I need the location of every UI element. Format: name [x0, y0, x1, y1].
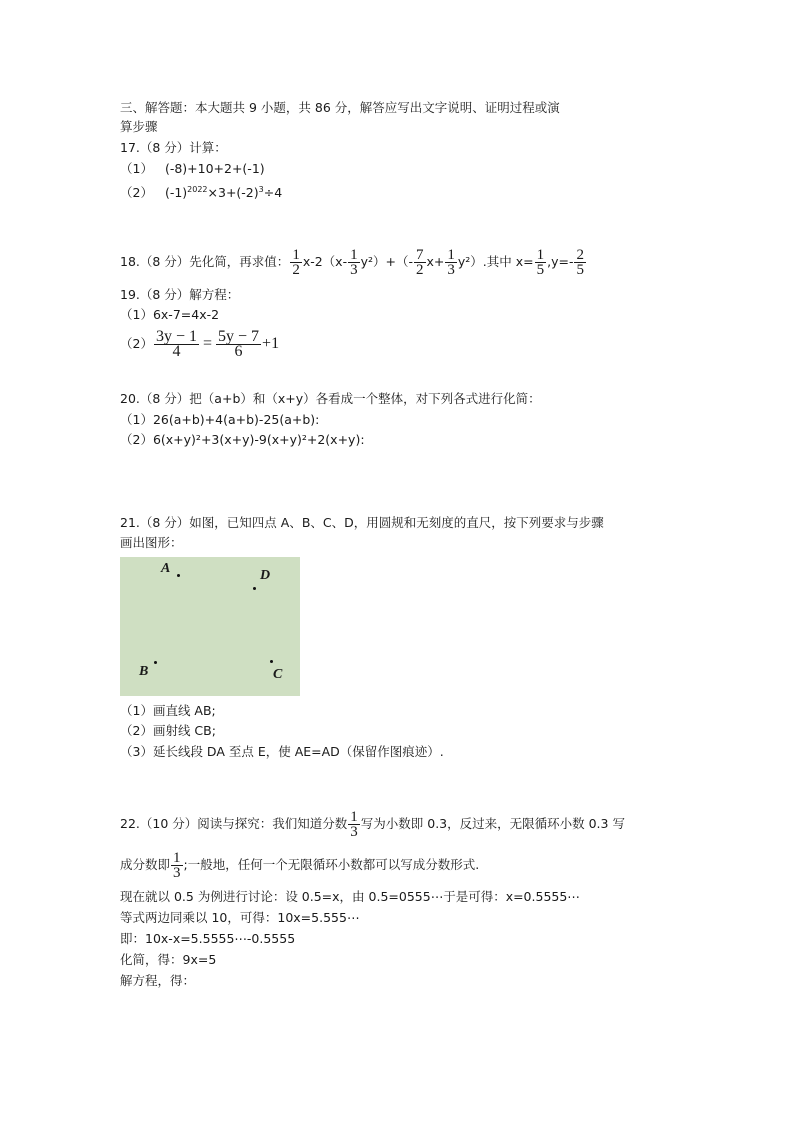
q22-line3: 现在就以 0.5 为例进行讨论：设 0.5=x，由 0.5=0555⋯于是可得：x=0.5555⋯ — [120, 889, 580, 904]
q18-frac2: $\frac{1}{3}$ — [350, 247, 358, 278]
q17-mid: ×3+(-2) — [207, 185, 259, 201]
q19-item2 — [120, 324, 279, 364]
q17-item2-num: （2） — [120, 185, 153, 201]
point-label-c: C — [273, 667, 283, 682]
q19-plus-one: +1 — [262, 335, 280, 352]
q19-rhs-frac: $\frac{5y - 7}{6}$ — [218, 328, 260, 360]
point-label-d: D — [260, 568, 271, 583]
point-d — [253, 587, 256, 590]
q22-line5: 即：10x-x=5.5555⋯-0.5555 — [120, 931, 296, 946]
q22-frac-one-third: $\frac{1}{3}$ — [350, 809, 358, 840]
geometry-figure — [120, 557, 300, 696]
q19-lhs-frac: $\frac{3y - 1}{4}$ — [155, 328, 197, 360]
q22-line2-b: ;一般地，任何一个无限循环小数都可以写成分数形式. — [183, 857, 480, 872]
point-a — [177, 574, 180, 577]
q18-prefix: 18.（8 分）先化简，再求值： — [120, 254, 290, 269]
q18-t1: x-2（x- — [302, 254, 348, 269]
q17-item1-num: （1） — [120, 161, 153, 176]
q20-header: 20.（8 分）把（a+b）和（x+y）各看成一个整体，对下列各式进行化简： — [120, 391, 541, 406]
q19-equals: = — [202, 335, 213, 352]
q17-exponent2: 3 — [258, 185, 264, 194]
q17-item1-expr: (-8)+10+2+(-1) — [164, 161, 265, 176]
q22-line2 — [120, 845, 479, 885]
q18-frac1: $\frac{1}{2}$ — [292, 247, 300, 278]
q17-item2 — [120, 182, 282, 201]
point-b — [154, 661, 157, 664]
q17-tail: ÷4 — [263, 185, 283, 201]
section-title-line1: 三、解答题：本大题共 9 小题，共 86 分，解答应写出文字说明、证明过程或演 — [120, 100, 560, 115]
q18-frac5: $\frac{1}{5}$ — [536, 247, 545, 278]
q17-item2-expr — [165, 185, 282, 200]
q21-step1: （1）画直线 AB; — [120, 703, 216, 718]
q22-line1-b: 写为小数即 0.3，反过来，无限循环小数 0.3 写 — [360, 816, 625, 831]
q18-frac3: $\frac{7}{2}$ — [416, 247, 424, 278]
q21-step2: （2）画射线 CB; — [120, 723, 216, 738]
q17-base: (-1) — [164, 185, 188, 201]
q20-item1: （1）26(a+b)+4(a+b)-25(a+b): — [120, 412, 320, 427]
q22-line1-a: 22.（10 分）阅读与探究：我们知道分数 — [120, 816, 348, 831]
q22-frac-one-third-2: $\frac{1}{3}$ — [173, 850, 181, 881]
q21-header-line2: 画出图形： — [120, 535, 183, 550]
q19-item2-num: （2） — [120, 336, 153, 351]
q17-item1 — [120, 161, 265, 177]
q21-header-line1: 21.（8 分）如图，已知四点 A、B、C、D，用圆规和无刻度的直尺，按下列要求与步骤 — [120, 515, 604, 530]
q18-frac6: $\frac{2}{5}$ — [576, 247, 584, 278]
point-c — [270, 660, 273, 663]
q19-header: 19.（8 分）解方程： — [120, 287, 240, 302]
q18-t5: ,y=- — [547, 254, 574, 269]
q18-frac4: $\frac{1}{3}$ — [447, 247, 455, 278]
q18-t2: y²）+（- — [360, 254, 413, 269]
q22-line7: 解方程，得： — [120, 973, 196, 988]
q22-line6: 化简，得：9x=5 — [120, 952, 217, 967]
q19-item1: （1）6x-7=4x-2 — [120, 307, 220, 322]
q20-item2: （2）6(x+y)²+3(x+y)-9(x+y)²+2(x+y): — [120, 432, 365, 447]
q22-line2-a: 成分数即 — [120, 857, 171, 872]
q22-line1 — [120, 804, 625, 844]
q18-t4: y²）.其中 x= — [457, 254, 534, 269]
q18-line — [120, 242, 587, 282]
point-label-a: A — [161, 561, 171, 576]
q18-t3: x+ — [426, 254, 445, 269]
q21-step3: （3）延长线段 DA 至点 E，使 AE=AD（保留作图痕迹）. — [120, 744, 444, 759]
q17-exponent: 2022 — [187, 185, 208, 194]
point-label-b: B — [139, 664, 149, 679]
section-title-line2: 算步骤 — [120, 119, 158, 134]
q17-header: 17.（8 分）计算： — [120, 140, 227, 155]
q22-line4: 等式两边同乘以 10，可得：10x=5.555⋯ — [120, 910, 360, 925]
